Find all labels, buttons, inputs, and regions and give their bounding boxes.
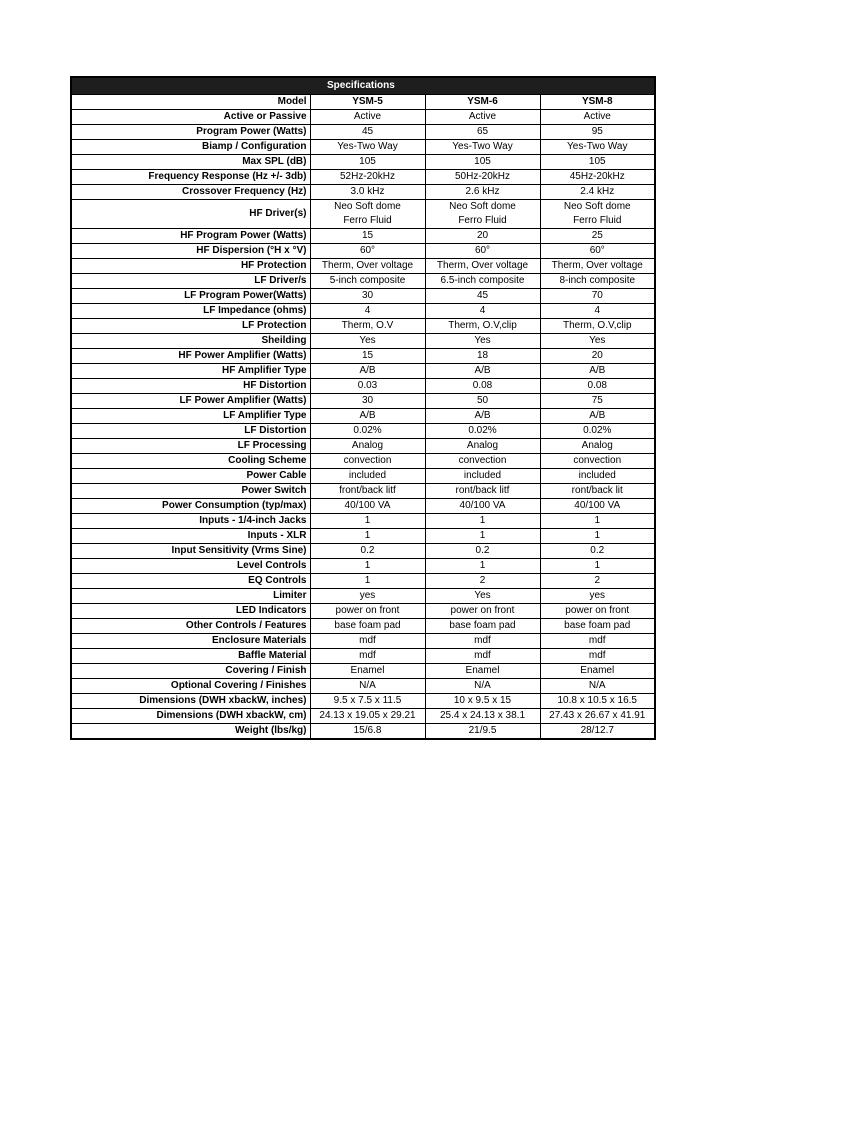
value-cell: 30 bbox=[310, 289, 425, 304]
value-cell: 1 bbox=[425, 529, 540, 544]
value-cell: 75 bbox=[540, 394, 655, 409]
value-cell: 60° bbox=[310, 244, 425, 259]
value-cell: 4 bbox=[425, 304, 540, 319]
value-cell: 25.4 x 24.13 x 38.1 bbox=[425, 709, 540, 724]
value-cell: 4 bbox=[540, 304, 655, 319]
table-row bbox=[71, 229, 655, 244]
table-row bbox=[71, 409, 655, 424]
row-label: Model bbox=[71, 95, 310, 110]
value-cell: yes bbox=[540, 589, 655, 604]
value-cell: 1 bbox=[540, 514, 655, 529]
value-cell: 2 bbox=[540, 574, 655, 589]
value-line-1: Neo Soft dome bbox=[563, 201, 631, 212]
row-label: Limiter bbox=[71, 589, 310, 604]
value-cell: Therm, O.V bbox=[310, 319, 425, 334]
row-label: LF Impedance (ohms) bbox=[71, 304, 310, 319]
table-row bbox=[71, 589, 655, 604]
value-cell: 2 bbox=[425, 574, 540, 589]
value-cell: 2.6 kHz bbox=[425, 185, 540, 200]
table-row bbox=[71, 200, 655, 229]
value-cell: mdf bbox=[310, 634, 425, 649]
value-cell: Yes-Two Way bbox=[425, 140, 540, 155]
row-label: Baffle Material bbox=[71, 649, 310, 664]
value-cell: Active bbox=[425, 110, 540, 125]
table-row bbox=[71, 559, 655, 574]
value-cell: 0.2 bbox=[310, 544, 425, 559]
value-cell: 60° bbox=[425, 244, 540, 259]
value-cell: mdf bbox=[425, 649, 540, 664]
value-cell: 52Hz-20kHz bbox=[310, 170, 425, 185]
table-row bbox=[71, 484, 655, 499]
table-row bbox=[71, 349, 655, 364]
value-cell: 45 bbox=[310, 125, 425, 140]
row-label: EQ Controls bbox=[71, 574, 310, 589]
table-row bbox=[71, 544, 655, 559]
table-row bbox=[71, 664, 655, 679]
value-cell: 0.2 bbox=[425, 544, 540, 559]
value-cell: mdf bbox=[425, 634, 540, 649]
value-cell: 24.13 x 19.05 x 29.21 bbox=[310, 709, 425, 724]
value-cell: A/B bbox=[540, 364, 655, 379]
value-cell: 6.5-inch composite bbox=[425, 274, 540, 289]
value-cell: N/A bbox=[310, 679, 425, 694]
value-cell: front/back litf bbox=[310, 484, 425, 499]
value-cell: Analog bbox=[425, 439, 540, 454]
value-cell: 3.0 kHz bbox=[310, 185, 425, 200]
row-label: LED Indicators bbox=[71, 604, 310, 619]
row-label: LF Processing bbox=[71, 439, 310, 454]
value-cell: 1 bbox=[310, 559, 425, 574]
row-label: LF Driver/s bbox=[71, 274, 310, 289]
value-cell: 1 bbox=[540, 559, 655, 574]
row-label: HF Amplifier Type bbox=[71, 364, 310, 379]
value-cell: Yes bbox=[310, 334, 425, 349]
row-label: Level Controls bbox=[71, 559, 310, 574]
value-cell: 95 bbox=[540, 125, 655, 140]
value-cell: 10 x 9.5 x 15 bbox=[425, 694, 540, 709]
model-header-row bbox=[71, 95, 655, 110]
table-title: Specifications bbox=[71, 77, 655, 95]
row-label: HF Power Amplifier (Watts) bbox=[71, 349, 310, 364]
value-cell: 45 bbox=[425, 289, 540, 304]
table-row bbox=[71, 289, 655, 304]
value-cell: A/B bbox=[310, 409, 425, 424]
table-title-row bbox=[71, 77, 655, 95]
row-label: HF Driver(s) bbox=[71, 200, 310, 229]
value-line-2: Ferro Fluid bbox=[458, 215, 507, 226]
table-row bbox=[71, 155, 655, 170]
table-row bbox=[71, 170, 655, 185]
table-row bbox=[71, 424, 655, 439]
value-cell: 1 bbox=[310, 529, 425, 544]
value-cell: Therm, Over voltage bbox=[425, 259, 540, 274]
row-label: HF Dispersion (°H x °V) bbox=[71, 244, 310, 259]
value-cell: Analog bbox=[310, 439, 425, 454]
value-cell: YSM-6 bbox=[425, 95, 540, 110]
table-row bbox=[71, 574, 655, 589]
value-cell: power on front bbox=[425, 604, 540, 619]
value-cell: 20 bbox=[425, 229, 540, 244]
value-cell: 1 bbox=[540, 529, 655, 544]
value-cell: base foam pad bbox=[310, 619, 425, 634]
table-row bbox=[71, 529, 655, 544]
table-row bbox=[71, 110, 655, 125]
value-cell: included bbox=[540, 469, 655, 484]
value-cell: power on front bbox=[540, 604, 655, 619]
table-row bbox=[71, 125, 655, 140]
value-cell: YSM-5 bbox=[310, 95, 425, 110]
value-cell: 40/100 VA bbox=[540, 499, 655, 514]
value-cell: A/B bbox=[425, 364, 540, 379]
row-label: HF Program Power (Watts) bbox=[71, 229, 310, 244]
row-label: Dimensions (DWH xbackW, inches) bbox=[71, 694, 310, 709]
table-row bbox=[71, 499, 655, 514]
table-row bbox=[71, 454, 655, 469]
row-label: Input Sensitivity (Vrms Sine) bbox=[71, 544, 310, 559]
value-cell: Therm, Over voltage bbox=[310, 259, 425, 274]
value-cell bbox=[310, 200, 425, 229]
value-line-1: Neo Soft dome bbox=[449, 201, 516, 212]
row-label: HF Protection bbox=[71, 259, 310, 274]
value-cell: 60° bbox=[540, 244, 655, 259]
table-row bbox=[71, 469, 655, 484]
value-cell: YSM-8 bbox=[540, 95, 655, 110]
table-row bbox=[71, 259, 655, 274]
value-cell: 18 bbox=[425, 349, 540, 364]
row-label: LF Protection bbox=[71, 319, 310, 334]
value-cell: Yes bbox=[540, 334, 655, 349]
value-cell: 0.03 bbox=[310, 379, 425, 394]
row-label: Frequency Response (Hz +/- 3db) bbox=[71, 170, 310, 185]
row-label: Inputs - 1/4-inch Jacks bbox=[71, 514, 310, 529]
value-cell: 50Hz-20kHz bbox=[425, 170, 540, 185]
row-label: Covering / Finish bbox=[71, 664, 310, 679]
row-label: Crossover Frequency (Hz) bbox=[71, 185, 310, 200]
row-label: LF Power Amplifier (Watts) bbox=[71, 394, 310, 409]
value-cell: A/B bbox=[425, 409, 540, 424]
value-cell: 105 bbox=[540, 155, 655, 170]
row-label: Other Controls / Features bbox=[71, 619, 310, 634]
row-label: Active or Passive bbox=[71, 110, 310, 125]
value-cell: ront/back litf bbox=[425, 484, 540, 499]
value-cell: mdf bbox=[310, 649, 425, 664]
row-label: LF Distortion bbox=[71, 424, 310, 439]
value-cell: ront/back lit bbox=[540, 484, 655, 499]
value-cell: 1 bbox=[425, 514, 540, 529]
value-cell: Enamel bbox=[425, 664, 540, 679]
value-cell: Yes bbox=[425, 334, 540, 349]
table-row bbox=[71, 319, 655, 334]
table-row bbox=[71, 679, 655, 694]
row-label: Sheilding bbox=[71, 334, 310, 349]
row-label: Power Cable bbox=[71, 469, 310, 484]
table-row bbox=[71, 439, 655, 454]
value-cell: 105 bbox=[310, 155, 425, 170]
value-cell: 0.02% bbox=[310, 424, 425, 439]
value-cell: 70 bbox=[540, 289, 655, 304]
value-cell: Active bbox=[310, 110, 425, 125]
value-cell: 1 bbox=[310, 574, 425, 589]
table-row bbox=[71, 334, 655, 349]
value-cell: mdf bbox=[540, 634, 655, 649]
value-cell: Analog bbox=[540, 439, 655, 454]
value-cell: 0.02% bbox=[425, 424, 540, 439]
row-label: Dimensions (DWH xbackW, cm) bbox=[71, 709, 310, 724]
value-cell: 0.08 bbox=[425, 379, 540, 394]
value-cell: 15/6.8 bbox=[310, 724, 425, 740]
table-row bbox=[71, 140, 655, 155]
value-cell: Yes-Two Way bbox=[540, 140, 655, 155]
value-cell: 0.2 bbox=[540, 544, 655, 559]
value-cell: 2.4 kHz bbox=[540, 185, 655, 200]
row-label: Biamp / Configuration bbox=[71, 140, 310, 155]
value-cell: convection bbox=[310, 454, 425, 469]
value-cell: base foam pad bbox=[425, 619, 540, 634]
row-label: Optional Covering / Finishes bbox=[71, 679, 310, 694]
table-row bbox=[71, 185, 655, 200]
value-cell: N/A bbox=[425, 679, 540, 694]
table-row bbox=[71, 514, 655, 529]
value-cell: 105 bbox=[425, 155, 540, 170]
table-row bbox=[71, 394, 655, 409]
specifications-table-body bbox=[71, 77, 655, 739]
row-label: Program Power (Watts) bbox=[71, 125, 310, 140]
table-row bbox=[71, 304, 655, 319]
value-cell: included bbox=[425, 469, 540, 484]
table-row bbox=[71, 379, 655, 394]
row-label: Power Consumption (typ/max) bbox=[71, 499, 310, 514]
row-label: HF Distortion bbox=[71, 379, 310, 394]
value-cell: 27.43 x 26.67 x 41.91 bbox=[540, 709, 655, 724]
row-label: LF Amplifier Type bbox=[71, 409, 310, 424]
value-cell: included bbox=[310, 469, 425, 484]
value-cell: A/B bbox=[540, 409, 655, 424]
table-row bbox=[71, 364, 655, 379]
value-cell: 50 bbox=[425, 394, 540, 409]
table-row bbox=[71, 274, 655, 289]
value-cell: base foam pad bbox=[540, 619, 655, 634]
value-cell: 0.08 bbox=[540, 379, 655, 394]
value-cell: 40/100 VA bbox=[310, 499, 425, 514]
value-cell: 5-inch composite bbox=[310, 274, 425, 289]
value-cell: Enamel bbox=[540, 664, 655, 679]
value-cell: 28/12.7 bbox=[540, 724, 655, 740]
value-cell: 1 bbox=[425, 559, 540, 574]
value-cell bbox=[540, 200, 655, 229]
value-cell bbox=[425, 200, 540, 229]
row-label: Cooling Scheme bbox=[71, 454, 310, 469]
table-row bbox=[71, 634, 655, 649]
table-row bbox=[71, 649, 655, 664]
value-cell: Therm, O.V,clip bbox=[540, 319, 655, 334]
value-cell: 0.02% bbox=[540, 424, 655, 439]
table-row bbox=[71, 724, 655, 740]
value-cell: 9.5 x 7.5 x 11.5 bbox=[310, 694, 425, 709]
table-row bbox=[71, 244, 655, 259]
value-cell: 15 bbox=[310, 349, 425, 364]
value-cell: 65 bbox=[425, 125, 540, 140]
row-label: LF Program Power(Watts) bbox=[71, 289, 310, 304]
value-cell: Therm, O.V,clip bbox=[425, 319, 540, 334]
value-cell: 40/100 VA bbox=[425, 499, 540, 514]
value-line-2: Ferro Fluid bbox=[573, 215, 622, 226]
value-cell: yes bbox=[310, 589, 425, 604]
table-row bbox=[71, 619, 655, 634]
value-cell: 15 bbox=[310, 229, 425, 244]
value-line-2: Ferro Fluid bbox=[343, 215, 392, 226]
value-cell: Yes bbox=[425, 589, 540, 604]
table-row bbox=[71, 709, 655, 724]
value-cell: Yes-Two Way bbox=[310, 140, 425, 155]
value-cell: 1 bbox=[310, 514, 425, 529]
specifications-table bbox=[70, 76, 656, 740]
value-cell: 30 bbox=[310, 394, 425, 409]
row-label: Power Switch bbox=[71, 484, 310, 499]
value-cell: 4 bbox=[310, 304, 425, 319]
row-label: Weight (lbs/kg) bbox=[71, 724, 310, 740]
value-cell: A/B bbox=[310, 364, 425, 379]
table-row bbox=[71, 694, 655, 709]
value-cell: N/A bbox=[540, 679, 655, 694]
value-cell: 21/9.5 bbox=[425, 724, 540, 740]
table-row bbox=[71, 604, 655, 619]
row-label: Inputs - XLR bbox=[71, 529, 310, 544]
value-cell: convection bbox=[425, 454, 540, 469]
row-label: Max SPL (dB) bbox=[71, 155, 310, 170]
value-cell: convection bbox=[540, 454, 655, 469]
value-line-1: Neo Soft dome bbox=[334, 201, 401, 212]
value-cell: Therm, Over voltage bbox=[540, 259, 655, 274]
value-cell: 45Hz-20kHz bbox=[540, 170, 655, 185]
value-cell: 8-inch composite bbox=[540, 274, 655, 289]
value-cell: 10.8 x 10.5 x 16.5 bbox=[540, 694, 655, 709]
value-cell: Enamel bbox=[310, 664, 425, 679]
row-label: Enclosure Materials bbox=[71, 634, 310, 649]
value-cell: mdf bbox=[540, 649, 655, 664]
value-cell: Active bbox=[540, 110, 655, 125]
value-cell: 20 bbox=[540, 349, 655, 364]
value-cell: 25 bbox=[540, 229, 655, 244]
value-cell: power on front bbox=[310, 604, 425, 619]
